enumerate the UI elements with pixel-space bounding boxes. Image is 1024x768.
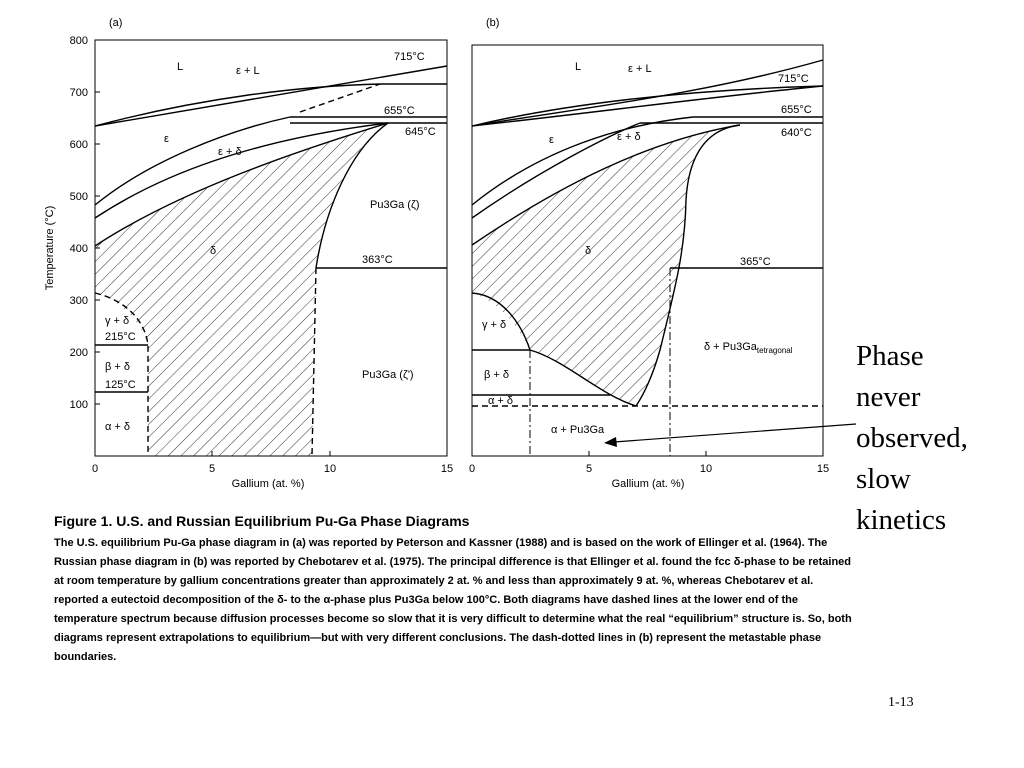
x-tick-10: 10 <box>323 463 337 475</box>
y-tick-300: 300 <box>69 295 88 307</box>
panel-a-y-ticks <box>95 40 100 404</box>
y-tick-400: 400 <box>69 243 88 255</box>
label-pu3ga-zeta: Pu3Ga (ζ) <box>370 199 420 211</box>
liquidus-a <box>95 84 380 126</box>
panel-a-delta-region <box>95 123 385 456</box>
note-line-5: kinetics <box>856 504 947 536</box>
panel-b <box>469 17 829 490</box>
panel-a-y-tick-labels <box>70 35 88 411</box>
label-eps-delta-b: ε + δ <box>617 131 641 143</box>
label-eps-delta-a: ε + δ <box>218 146 242 158</box>
label-alpha-delta-b: α + δ <box>488 395 514 407</box>
annotation-note <box>856 336 1016 541</box>
caption-title: Figure 1. U.S. and Russian Equilibrium Pu-Ga Phase Diagrams <box>54 513 470 529</box>
note-line-4: slow <box>856 463 911 495</box>
label-alpha-delta-a: α + δ <box>105 421 131 433</box>
note-line-3: observed, <box>856 422 968 454</box>
label-beta-delta-a: β + δ <box>105 361 130 373</box>
x-tick-10-b: 10 <box>699 463 713 475</box>
y-tick-800: 800 <box>69 35 88 47</box>
panel-a <box>44 17 453 490</box>
label-eps-L-b: ε + L <box>628 63 652 75</box>
panel-a-tag: (a) <box>109 17 123 29</box>
panel-b-delta-region <box>472 125 740 406</box>
x-tick-5: 5 <box>208 463 216 475</box>
label-215-a: 215°C <box>105 331 136 343</box>
label-715-b: 715°C <box>778 73 809 85</box>
panel-b-tag: (b) <box>486 17 500 29</box>
label-delta-b: δ <box>585 245 592 257</box>
panel-b-x-tick-labels <box>469 463 829 475</box>
y-tick-500: 500 <box>69 191 88 203</box>
label-beta-delta-b: β + δ <box>484 369 509 381</box>
x-tick-5-b: 5 <box>585 463 593 475</box>
x-tick-15: 15 <box>440 463 454 475</box>
note-line-1: Phase <box>856 340 924 372</box>
label-alpha-pu3ga: α + Pu3Ga <box>551 424 605 436</box>
y-tick-600: 600 <box>69 139 88 151</box>
label-645-a: 645°C <box>405 126 436 138</box>
label-640-b: 640°C <box>781 127 812 139</box>
label-L-a: L <box>177 61 184 73</box>
label-delta-a: δ <box>210 245 217 257</box>
panel-a-x-tick-labels <box>92 463 453 475</box>
label-eps-a: ε <box>164 133 169 145</box>
figure-caption <box>54 513 854 667</box>
label-eps-L-a: ε + L <box>236 65 260 77</box>
panel-b-x-ticks <box>589 451 706 456</box>
page-number: 1-13 <box>888 695 914 710</box>
y-tick-200: 200 <box>69 347 88 359</box>
label-pu3ga-zetap: Pu3Ga (ζ') <box>362 369 414 381</box>
y-tick-700: 700 <box>69 87 88 99</box>
panel-a-x-axis-title: Gallium (at. %) <box>231 478 305 490</box>
x-tick-15-b: 15 <box>816 463 830 475</box>
note-line-2: never <box>856 381 921 413</box>
label-715-a: 715°C <box>394 51 425 63</box>
label-363-a: 363°C <box>362 254 393 266</box>
label-L-b: L <box>575 61 582 73</box>
label-delta-pu3ga-tetragonal: $\delta + Pu3Ga_{tetragonal}$ <box>704 341 793 355</box>
label-125-a: 125°C <box>105 379 136 391</box>
caption-body: The U.S. equilibrium Pu-Ga phase diagram in (a) was reported by Peterson and Kassner (1988) and is based on the work of Ellinger et al. (1964). The Russian phase diagram in (b) was reported by Chebotarev et al. (1975). The principal difference is that Ellinger et al. found the fcc δ-phase to be retained at room temperature by gallium concentrations greater than approximately 2 at. % and less than approximately 9 at. %, whereas Chebotarev et al. reported a eutectoid decomposition of the δ- to the α-phase plus Pu3Ga below 100°C. Both diagrams have dashed lines at the lower end of the temperature spectrum because diffusion processes become so slow that it is very difficult to determine what the real “equilibrium” structure is. So, both diagrams represent extrapolations to equilibrium—but with very different conclusions. The dash-dotted lines in (b) represent the metastable phase boundaries. <box>54 537 852 663</box>
label-eps-b: ε <box>549 134 554 146</box>
x-tick-0-b: 0 <box>468 463 476 475</box>
label-365-b: 365°C <box>740 256 771 268</box>
label-gamma-delta-a: γ + δ <box>105 315 130 327</box>
annotation-arrow <box>604 424 856 447</box>
y-axis-title: Temperature (°C) <box>44 205 56 291</box>
label-655-a: 655°C <box>384 105 415 117</box>
label-655-b: 655°C <box>781 104 812 116</box>
x-tick-0: 0 <box>91 463 99 475</box>
y-tick-100: 100 <box>69 399 88 411</box>
label-gamma-delta-b: γ + δ <box>482 319 507 331</box>
panel-b-x-axis-title: Gallium (at. %) <box>611 478 685 490</box>
